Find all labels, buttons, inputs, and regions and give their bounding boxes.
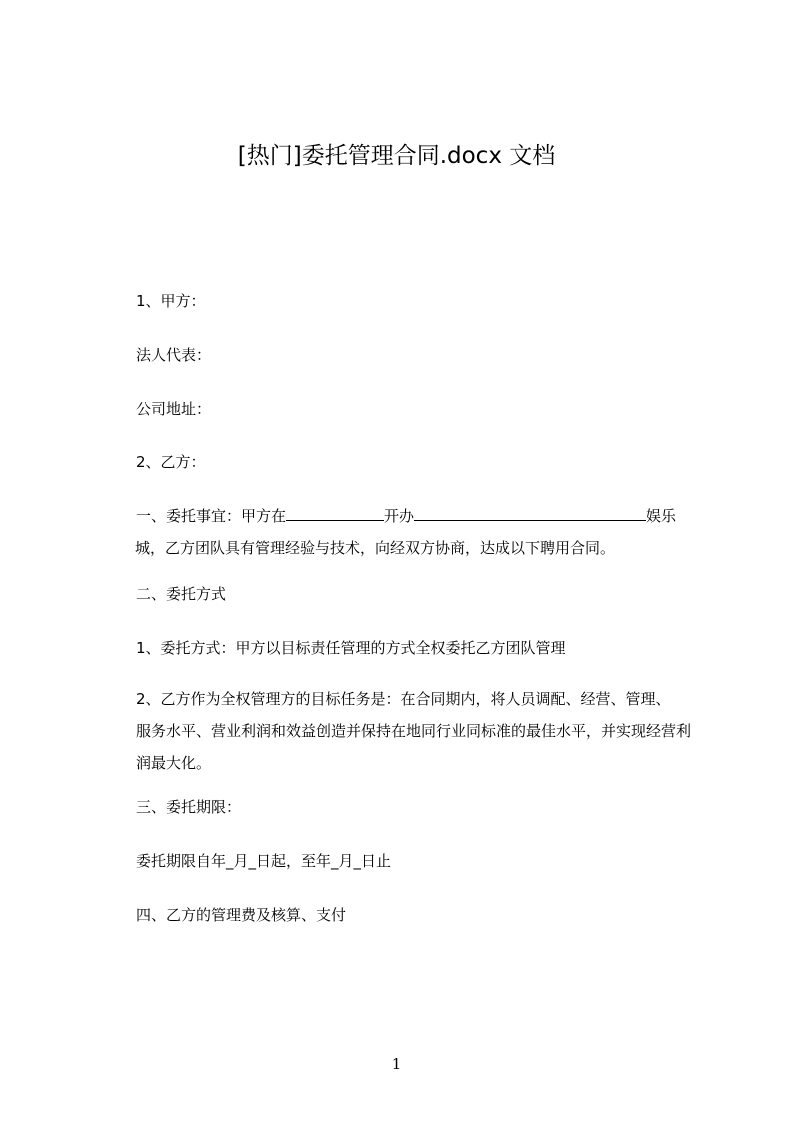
section-one-line-2: 城，乙方团队具有管理经验与技术，向经双方协商，达成以下聘用合同。 xyxy=(135,539,616,557)
company-address-label: 公司地址： xyxy=(136,400,212,418)
goal-tasks-paragraph xyxy=(136,683,699,779)
document-title: [热门]委托管理合同.docx 文档 xyxy=(237,143,556,169)
venue-name-blank xyxy=(414,506,646,521)
section-one-paragraph xyxy=(136,500,699,564)
goal-tasks-line-2: 服务水平、营业利润和效益创造并保持在地同行业同标准的最佳水平，并实现经营利 xyxy=(136,722,692,740)
entrust-method-paragraph: 1、委托方式：甲方以目标责任管理的方式全权委托乙方团队管理 xyxy=(136,639,566,657)
section-one-line-1: 一、委托事宜：甲方在 开办 娱乐 xyxy=(136,507,677,525)
goal-tasks-line-3: 润最大化。 xyxy=(136,754,212,772)
goal-tasks-line-1: 2、乙方作为全权管理方的目标任务是：在合同期内，将人员调配、经营、管理、 xyxy=(136,690,671,708)
party-b-label: 2、乙方： xyxy=(136,453,206,471)
legal-representative-label: 法人代表： xyxy=(136,346,212,364)
term-paragraph: 委托期限自年_月_日起，至年_月_日止 xyxy=(136,852,392,870)
section-four-heading: 四、乙方的管理费及核算、支付 xyxy=(136,906,347,924)
page-number: 1 xyxy=(391,1055,402,1073)
section-three-heading: 三、委托期限： xyxy=(136,798,242,816)
location-blank xyxy=(286,506,384,521)
party-a-label: 1、甲方： xyxy=(136,292,206,310)
section-two-heading: 二、委托方式 xyxy=(136,585,227,603)
